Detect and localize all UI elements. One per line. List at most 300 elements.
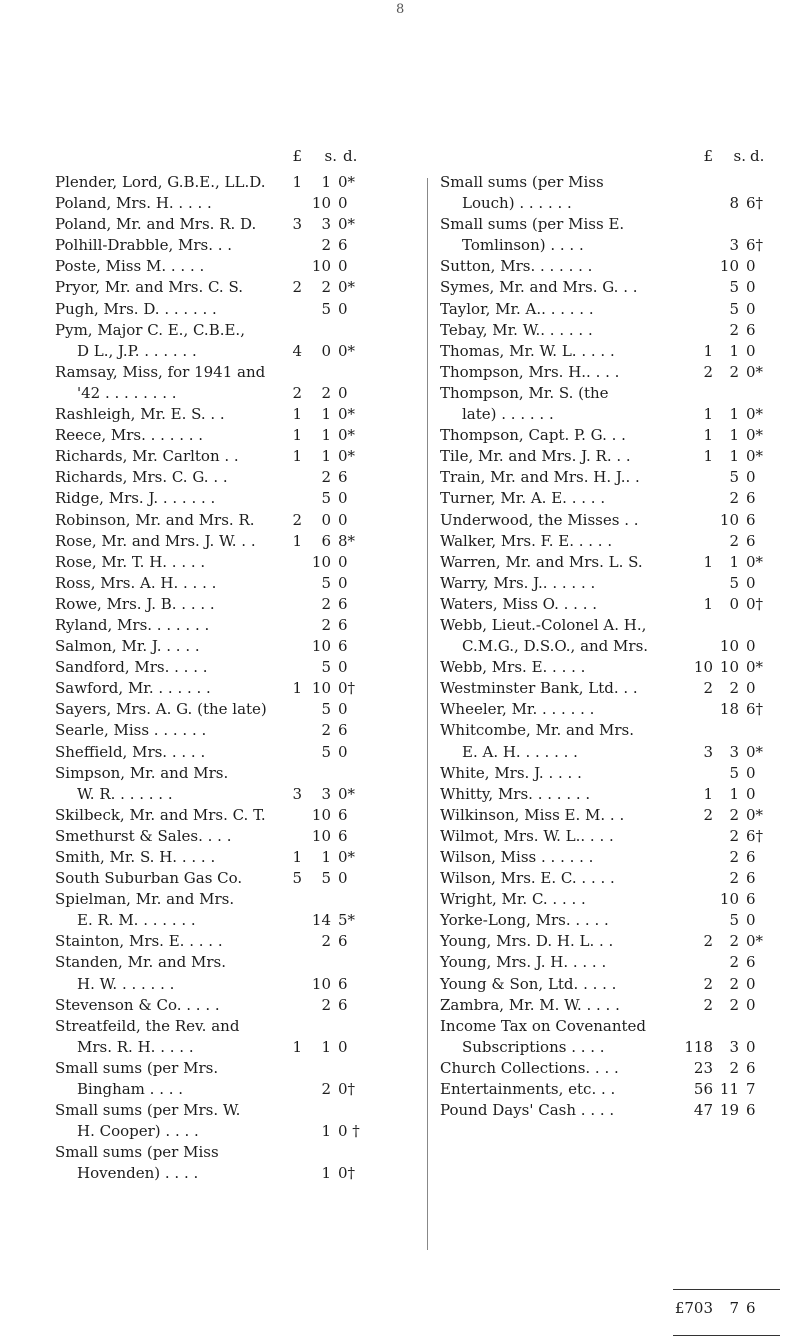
amount-pence: 0	[338, 658, 348, 677]
donor-name: Tile, Mr. and Mrs. J. R. . .	[440, 447, 631, 466]
list-item	[55, 214, 400, 235]
list-item	[440, 636, 778, 657]
amount-pounds: 1	[703, 552, 713, 571]
amount-shillings: 3	[729, 236, 739, 255]
pence-header: d.	[343, 147, 358, 165]
donor-name: H. W. . . . . . .	[77, 974, 175, 993]
list-item	[440, 594, 778, 615]
donor-name: Church Collections. . . .	[440, 1058, 619, 1077]
list-item	[55, 699, 400, 720]
list-item	[440, 1016, 778, 1037]
list-item	[55, 404, 400, 425]
amount-shillings: 1	[321, 447, 331, 466]
donor-name: Sutton, Mrs. . . . . . .	[440, 257, 593, 276]
donor-name: Underwood, the Misses . .	[440, 510, 639, 529]
donor-name: South Suburban Gas Co.	[55, 869, 243, 888]
amount-shillings: 1	[321, 848, 331, 866]
amount-shillings: 2	[321, 383, 331, 402]
list-item	[440, 235, 778, 256]
amount-shillings: 1	[321, 1122, 331, 1141]
amount-pence: 0*	[338, 426, 356, 445]
amount-shillings: 10	[719, 257, 739, 276]
list-item	[55, 573, 400, 594]
list-item	[55, 805, 400, 826]
amount-shillings: 3	[729, 742, 739, 761]
donor-name: Sayers, Mrs. A. G. (the late)	[55, 700, 267, 719]
list-item	[440, 341, 778, 362]
amount-pence: 0	[746, 573, 756, 592]
amount-shillings: 5	[729, 763, 739, 782]
list-item	[55, 488, 400, 509]
amount-pounds: 3	[292, 215, 302, 234]
donor-name: Ridge, Mrs. J. . . . . . .	[55, 489, 216, 508]
donor-name: Smith, Mr. S. H. . . . .	[55, 848, 216, 866]
amount-pence: 0	[746, 911, 756, 930]
amount-shillings: 10	[719, 658, 739, 677]
amount-pounds: 1	[703, 447, 713, 466]
amount-pence: 0	[338, 510, 348, 529]
donor-name: Thompson, Mr. S. (the	[440, 383, 609, 402]
amount-pounds: 2	[292, 278, 302, 297]
amount-shillings: 10	[719, 637, 739, 656]
list-item	[440, 868, 778, 889]
amount-shillings: 2	[321, 932, 331, 951]
list-item	[440, 615, 778, 636]
donor-name: Pound Days' Cash . . . .	[440, 1101, 615, 1120]
list-item	[440, 889, 778, 910]
donor-name: Small sums (per Mrs.	[55, 1058, 219, 1077]
list-item	[55, 172, 400, 193]
donor-name: Young, Mrs. D. H. L. . .	[440, 932, 614, 951]
amount-pounds: 1	[703, 405, 713, 424]
amount-shillings: 1	[729, 447, 739, 466]
donor-name: Louch) . . . . . .	[462, 194, 572, 213]
amount-pence: 0*	[338, 341, 356, 360]
amount-shillings: 2	[321, 236, 331, 255]
amount-shillings: 3	[321, 215, 331, 234]
amount-pence: 6	[746, 848, 756, 866]
donor-name: Simpson, Mr. and Mrs.	[55, 763, 229, 782]
donor-name: Train, Mr. and Mrs. H. J.. .	[440, 468, 640, 487]
amount-pence: 0	[746, 974, 756, 993]
amount-pence: 0*	[746, 447, 764, 466]
grand-total	[673, 1299, 780, 1320]
amount-pounds: 4	[292, 341, 302, 360]
donor-name: Standen, Mr. and Mrs.	[55, 953, 226, 972]
amount-pence: 0†	[746, 594, 764, 613]
amount-pounds: 3	[703, 742, 713, 761]
amount-pounds: 1	[703, 594, 713, 613]
list-item	[440, 742, 778, 763]
amount-pence: 0	[746, 278, 756, 297]
list-item	[440, 678, 778, 699]
list-item	[440, 720, 778, 741]
amount-pence: 6	[338, 594, 348, 613]
donor-name: Rose, Mr. and Mrs. J. W. . .	[55, 531, 256, 550]
amount-shillings: 2	[321, 468, 331, 487]
amount-pence: 6	[338, 615, 348, 634]
donor-name: Symes, Mr. and Mrs. G. . .	[440, 278, 638, 297]
amount-shillings: 14	[311, 911, 331, 930]
donor-name: Small sums (per Miss	[55, 1143, 219, 1162]
list-item	[55, 889, 400, 910]
donor-name: Young & Son, Ltd. . . . .	[440, 974, 617, 993]
list-item	[55, 299, 400, 320]
list-item	[440, 805, 778, 826]
donor-name: Rowe, Mrs. J. B. . . . .	[55, 594, 215, 613]
list-item	[55, 277, 400, 298]
amount-shillings: 2	[729, 826, 739, 845]
donor-name: D L., J.P. . . . . . .	[77, 341, 197, 360]
amount-shillings: 2	[321, 615, 331, 634]
amount-shillings: 2	[321, 278, 331, 297]
donor-name: Wilson, Mrs. E. C. . . . .	[440, 869, 615, 888]
donor-name: Sheffield, Mrs. . . . .	[55, 742, 206, 761]
donor-name: Smethurst & Sales. . . .	[55, 826, 232, 845]
donor-name: Small sums (per Mrs. W.	[55, 1101, 241, 1120]
donor-name: Young, Mrs. J. H. . . . .	[440, 953, 607, 972]
amount-pence: 6	[338, 637, 348, 656]
list-item	[55, 636, 400, 657]
amount-shillings: 1	[729, 552, 739, 571]
amount-pence: 0 †	[338, 1122, 360, 1141]
amount-shillings: 10	[719, 510, 739, 529]
list-item	[440, 1100, 778, 1121]
donor-name: Taylor, Mr. A.. . . . . .	[440, 299, 594, 318]
amount-pounds: 2	[703, 679, 713, 698]
amount-shillings: 5	[321, 742, 331, 761]
donor-name: Robinson, Mr. and Mrs. R.	[55, 510, 255, 529]
amount-shillings: 5	[321, 489, 331, 508]
amount-shillings: 10	[311, 637, 331, 656]
donor-name: Salmon, Mr. J. . . . .	[55, 637, 200, 656]
amount-shillings: 0	[321, 510, 331, 529]
amount-pounds: 2	[292, 383, 302, 402]
amount-shillings: 5	[321, 869, 331, 888]
donor-name: Pryor, Mr. and Mrs. C. S.	[55, 278, 243, 297]
donor-name: H. Cooper) . . . .	[77, 1122, 199, 1141]
list-item	[440, 488, 778, 509]
amount-pence: 0*	[338, 215, 356, 234]
amount-shillings: 2	[729, 805, 739, 824]
list-item	[440, 277, 778, 298]
amount-shillings: 2	[321, 995, 331, 1014]
donor-name: Walker, Mrs. F. E. . . . .	[440, 531, 613, 550]
amount-shillings: 2	[729, 995, 739, 1014]
donor-name: Subscriptions . . . .	[462, 1037, 605, 1056]
list-item	[55, 763, 400, 784]
donor-name: Entertainments, etc. . .	[440, 1080, 616, 1099]
donor-name: Whitty, Mrs. . . . . . .	[440, 784, 591, 803]
pound-header: £	[703, 147, 713, 165]
amount-shillings: 10	[311, 194, 331, 213]
amount-shillings: 2	[729, 953, 739, 972]
amount-pence: 6	[338, 721, 348, 740]
amount-shillings: 2	[729, 1058, 739, 1077]
amount-pence: 0*	[746, 658, 764, 677]
amount-pounds: 1	[703, 784, 713, 803]
amount-shillings: 2	[729, 531, 739, 550]
amount-pence: 0	[746, 257, 756, 276]
donor-name: C.M.G., D.S.O., and Mrs.	[462, 637, 649, 656]
list-item	[440, 362, 778, 383]
list-item	[55, 1100, 400, 1121]
amount-shillings: 1	[729, 784, 739, 803]
donor-name: Reece, Mrs. . . . . . .	[55, 426, 204, 445]
list-item	[55, 256, 400, 277]
list-item	[440, 657, 778, 678]
list-item	[440, 1058, 778, 1079]
amount-shillings: 1	[729, 405, 739, 424]
amount-pence: 6	[746, 1058, 756, 1077]
donor-name: Richards, Mrs. C. G. . .	[55, 468, 228, 487]
donor-name: Westminster Bank, Ltd. . .	[440, 679, 638, 698]
list-item	[55, 425, 400, 446]
amount-pence: 6	[338, 236, 348, 255]
donor-name: Streatfeild, the Rev. and	[55, 1016, 240, 1035]
amount-pounds: 2	[703, 805, 713, 824]
amount-pounds: 1	[292, 848, 302, 866]
list-item	[55, 1163, 400, 1184]
amount-pounds: 1	[292, 173, 302, 191]
list-item	[55, 1142, 400, 1163]
pence-header: d.	[750, 147, 765, 165]
amount-shillings: 10	[311, 257, 331, 276]
amount-pounds: 1	[292, 405, 302, 424]
amount-pence: 0	[746, 637, 756, 656]
list-item	[55, 320, 400, 341]
list-item	[440, 446, 778, 467]
amount-shillings: 1	[321, 426, 331, 445]
amount-pounds: 2	[292, 510, 302, 529]
amount-shillings: 6	[321, 531, 331, 550]
amount-pence: 6	[746, 890, 756, 909]
amount-pence: 0*	[746, 552, 764, 571]
amount-pence: 0*	[746, 362, 764, 381]
donor-name: Warren, Mr. and Mrs. L. S.	[440, 552, 643, 571]
amount-pence: 0	[338, 383, 348, 402]
amount-pence: 6	[338, 826, 348, 845]
donor-name: Pugh, Mrs. D. . . . . . .	[55, 299, 217, 318]
amount-pounds: 1	[292, 1037, 302, 1056]
amount-pence: 0†	[338, 1080, 356, 1099]
amount-pounds: 23	[693, 1058, 713, 1077]
list-item	[55, 995, 400, 1016]
list-item	[440, 193, 778, 214]
amount-shillings: 5	[729, 468, 739, 487]
amount-shillings: 10	[311, 679, 331, 698]
donor-name: Pym, Major C. E., C.B.E.,	[55, 320, 245, 339]
amount-pence: 0	[338, 742, 348, 761]
amount-shillings: 2	[729, 489, 739, 508]
amount-shillings: 3	[321, 784, 331, 803]
amount-pence: 0*	[338, 784, 356, 803]
list-item	[440, 763, 778, 784]
donor-name: Stainton, Mrs. E. . . . .	[55, 932, 223, 951]
amount-pounds: 118	[684, 1037, 713, 1056]
list-item	[440, 425, 778, 446]
amount-pounds: 5	[292, 869, 302, 888]
total-rule-top	[673, 1289, 780, 1290]
donor-name: Sandford, Mrs. . . . .	[55, 658, 208, 677]
amount-pence: 6	[338, 995, 348, 1014]
list-item	[55, 910, 400, 931]
donor-name: Thompson, Mrs. H.. . . .	[440, 362, 620, 381]
list-item	[55, 446, 400, 467]
list-item	[440, 847, 778, 868]
donor-name: White, Mrs. J. . . . .	[440, 763, 582, 782]
amount-pence: 0	[338, 1037, 348, 1056]
amount-pounds: 1	[292, 426, 302, 445]
amount-pence: 6†	[746, 194, 764, 213]
amount-shillings: 0	[321, 341, 331, 360]
list-item	[440, 784, 778, 805]
amount-shillings: 1	[321, 1164, 331, 1183]
amount-pence: 0	[338, 573, 348, 592]
list-item	[440, 404, 778, 425]
amount-shillings: 10	[311, 552, 331, 571]
donor-name: Turner, Mr. A. E. . . . .	[440, 489, 606, 508]
amount-pence: 0*	[746, 405, 764, 424]
amount-pence: 6	[746, 489, 756, 508]
shillings-header: s.	[324, 147, 337, 165]
list-item	[55, 467, 400, 488]
amount-pence: 0	[746, 468, 756, 487]
list-item	[440, 826, 778, 847]
list-item	[55, 1079, 400, 1100]
donor-name: Skilbeck, Mr. and Mrs. C. T.	[55, 805, 266, 824]
list-item	[440, 299, 778, 320]
amount-shillings: 2	[321, 1080, 331, 1099]
donor-name: Sawford, Mr. . . . . . .	[55, 679, 211, 698]
list-item	[55, 974, 400, 995]
amount-pence: 6	[746, 1101, 756, 1120]
amount-pence: 0*	[746, 805, 764, 824]
amount-pence: 0*	[338, 405, 356, 424]
donor-name: Plender, Lord, G.B.E., LL.D.	[55, 173, 266, 191]
amount-shillings: 2	[729, 869, 739, 888]
donor-name: Searle, Miss . . . . . .	[55, 721, 207, 740]
list-item	[55, 615, 400, 636]
donor-name: Webb, Lieut.-Colonel A. H.,	[440, 615, 647, 634]
donor-name: Richards, Mr. Carlton . .	[55, 447, 239, 466]
amount-shillings: 2	[729, 320, 739, 339]
list-item	[55, 952, 400, 973]
list-item	[55, 826, 400, 847]
amount-pence: 0*	[338, 447, 356, 466]
amount-pounds: 1	[292, 447, 302, 466]
amount-shillings: 1	[729, 341, 739, 360]
list-item	[440, 510, 778, 531]
donor-name: Income Tax on Covenanted	[440, 1016, 646, 1035]
donor-name: Wilmot, Mrs. W. L.. . . .	[440, 826, 614, 845]
amount-pence: 0	[338, 257, 348, 276]
amount-pence: 0*	[338, 278, 356, 297]
list-item	[440, 383, 778, 404]
donor-name: Ryland, Mrs. . . . . . .	[55, 615, 210, 634]
amount-shillings: 2	[729, 932, 739, 951]
donor-name: Mrs. R. H. . . . .	[77, 1037, 194, 1056]
amount-pounds: 2	[703, 974, 713, 993]
amount-pence: 0	[338, 299, 348, 318]
list-item	[55, 383, 400, 404]
donor-name: Spielman, Mr. and Mrs.	[55, 890, 235, 909]
amount-pence: 8*	[338, 531, 356, 550]
list-item	[440, 1037, 778, 1058]
amount-shillings: 0	[729, 594, 739, 613]
amount-pence: 6	[338, 974, 348, 993]
amount-pence: 0	[746, 299, 756, 318]
donor-name: Whitcombe, Mr. and Mrs.	[440, 721, 634, 740]
amount-pence: 0†	[338, 1164, 356, 1183]
donor-name: Warry, Mrs. J.. . . . . .	[440, 573, 596, 592]
list-item	[55, 235, 400, 256]
amount-pounds: 2	[703, 362, 713, 381]
amount-shillings: 5	[321, 700, 331, 719]
amount-pence: 0	[746, 784, 756, 803]
amount-shillings: 3	[729, 1037, 739, 1056]
list-item	[55, 193, 400, 214]
donor-name: Ramsay, Miss, for 1941 and	[55, 362, 266, 381]
list-item	[55, 1121, 400, 1142]
amount-pence: 0	[338, 700, 348, 719]
donor-name: late) . . . . . .	[462, 405, 554, 424]
amount-pounds: 1	[292, 531, 302, 550]
amount-shillings: 18	[719, 700, 739, 719]
donor-name: Hovenden) . . . .	[77, 1164, 199, 1183]
amount-pence: 6	[338, 468, 348, 487]
amount-pence: 6	[746, 531, 756, 550]
amount-shillings: 10	[311, 974, 331, 993]
page-number: 8	[396, 2, 405, 17]
donor-name: Stevenson & Co. . . . .	[55, 995, 220, 1014]
amount-pounds: 1	[703, 426, 713, 445]
amount-pence: 0	[338, 552, 348, 571]
list-item	[55, 657, 400, 678]
list-item	[440, 931, 778, 952]
donor-name: Yorke-Long, Mrs. . . . .	[440, 911, 609, 930]
amount-pence: 0	[746, 1037, 756, 1056]
list-item	[55, 931, 400, 952]
amount-shillings: 2	[729, 974, 739, 993]
amount-pence: 0	[746, 679, 756, 698]
list-item	[55, 1016, 400, 1037]
list-item	[440, 256, 778, 277]
list-item	[440, 699, 778, 720]
amount-pounds: 2	[703, 995, 713, 1014]
donor-name: Poste, Miss M. . . . .	[55, 257, 205, 276]
currency-header	[55, 147, 400, 169]
amount-pence: 0	[746, 341, 756, 360]
total-pounds: £703	[674, 1299, 713, 1317]
amount-pence: 0	[746, 763, 756, 782]
total-pence: 6	[746, 1299, 756, 1317]
donor-name: Zambra, Mr. M. W. . . . .	[440, 995, 620, 1014]
amount-pence: 6†	[746, 236, 764, 255]
amount-pence: 0*	[746, 426, 764, 445]
list-item	[55, 341, 400, 362]
donor-name: Poland, Mr. and Mrs. R. D.	[55, 215, 257, 234]
list-item	[55, 362, 400, 383]
list-item	[55, 1037, 400, 1058]
right-entries	[440, 172, 778, 1121]
amount-pence: 6	[746, 953, 756, 972]
amount-shillings: 5	[321, 658, 331, 677]
currency-header	[440, 147, 778, 169]
amount-pence: 6	[338, 932, 348, 951]
amount-pounds: 2	[703, 932, 713, 951]
amount-shillings: 2	[729, 362, 739, 381]
